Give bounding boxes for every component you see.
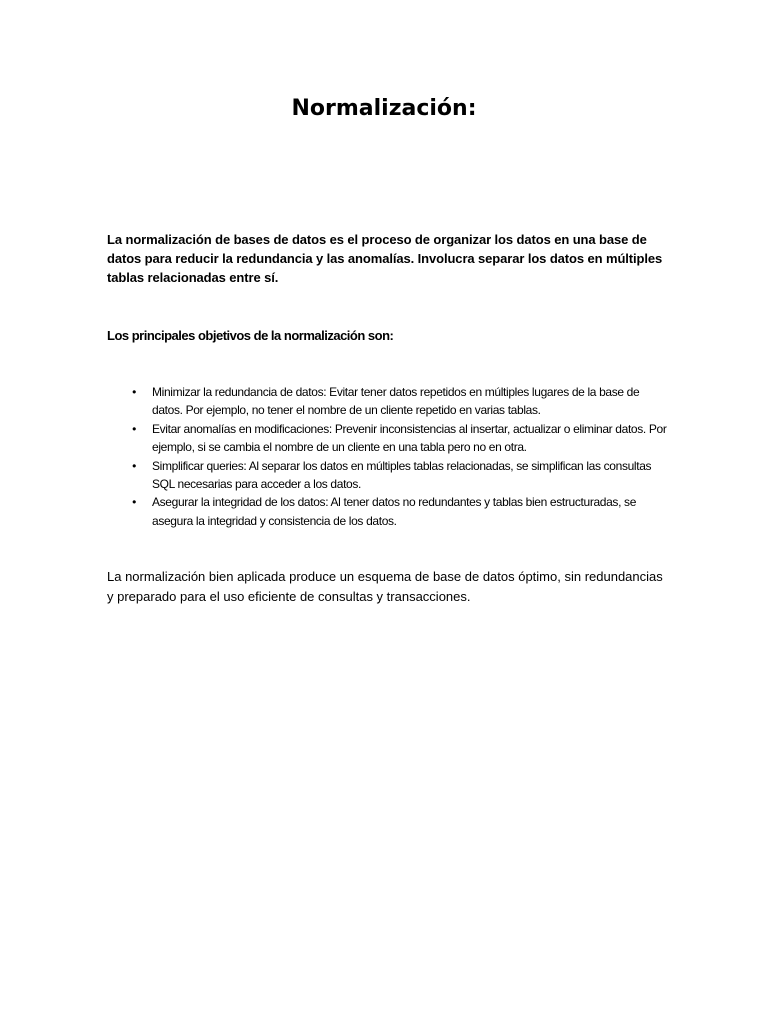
bullet-icon: • (132, 385, 136, 399)
list-item (107, 420, 667, 457)
bullet-icon: • (132, 421, 136, 436)
list-item-text: Simplificar queries: Al separar los datos en múltiples tablas relacionadas, se simplifican las consultas SQL necesarias para acceder a los datos. (152, 458, 652, 492)
list-item-text: Minimizar la redundancia de datos: Evitar tener datos repetidos en múltiples lugares de la base de datos. Por ejemplo, no tener el nombre de un cliente repetido en varias tablas. (152, 385, 640, 418)
intro-paragraph: La normalización de bases de datos es el proceso de organizar los datos en una base de datos para reducir la redundancia y las anomalías. Involucra separar los datos en múltiples tablas relacionadas entre sí. (107, 232, 663, 285)
list-item (107, 383, 667, 420)
list-item (107, 493, 667, 530)
list-item (107, 457, 667, 494)
page-title: Normalización: (291, 96, 477, 121)
objectives-list (107, 383, 667, 530)
list-item-text: Evitar anomalías en modificaciones: Prevenir inconsistencias al insertar, actualizar o eliminar datos. Por ejemplo, si se cambia el nombre de un cliente en una tabla pero no en otra. (152, 421, 667, 455)
bullet-icon: • (132, 458, 136, 473)
list-item-text: Asegurar la integridad de los datos: Al tener datos no redundantes y tablas bien estructuradas, se asegura la integridad y consistencia de los datos. (152, 495, 637, 528)
objectives-heading: Los principales objetivos de la normalización son: (107, 328, 394, 343)
bullet-icon: • (132, 495, 136, 510)
conclusion-paragraph: La normalización bien aplicada produce un esquema de base de datos óptimo, sin redundancias y preparado para el uso eficiente de consultas y transacciones. (107, 569, 663, 604)
